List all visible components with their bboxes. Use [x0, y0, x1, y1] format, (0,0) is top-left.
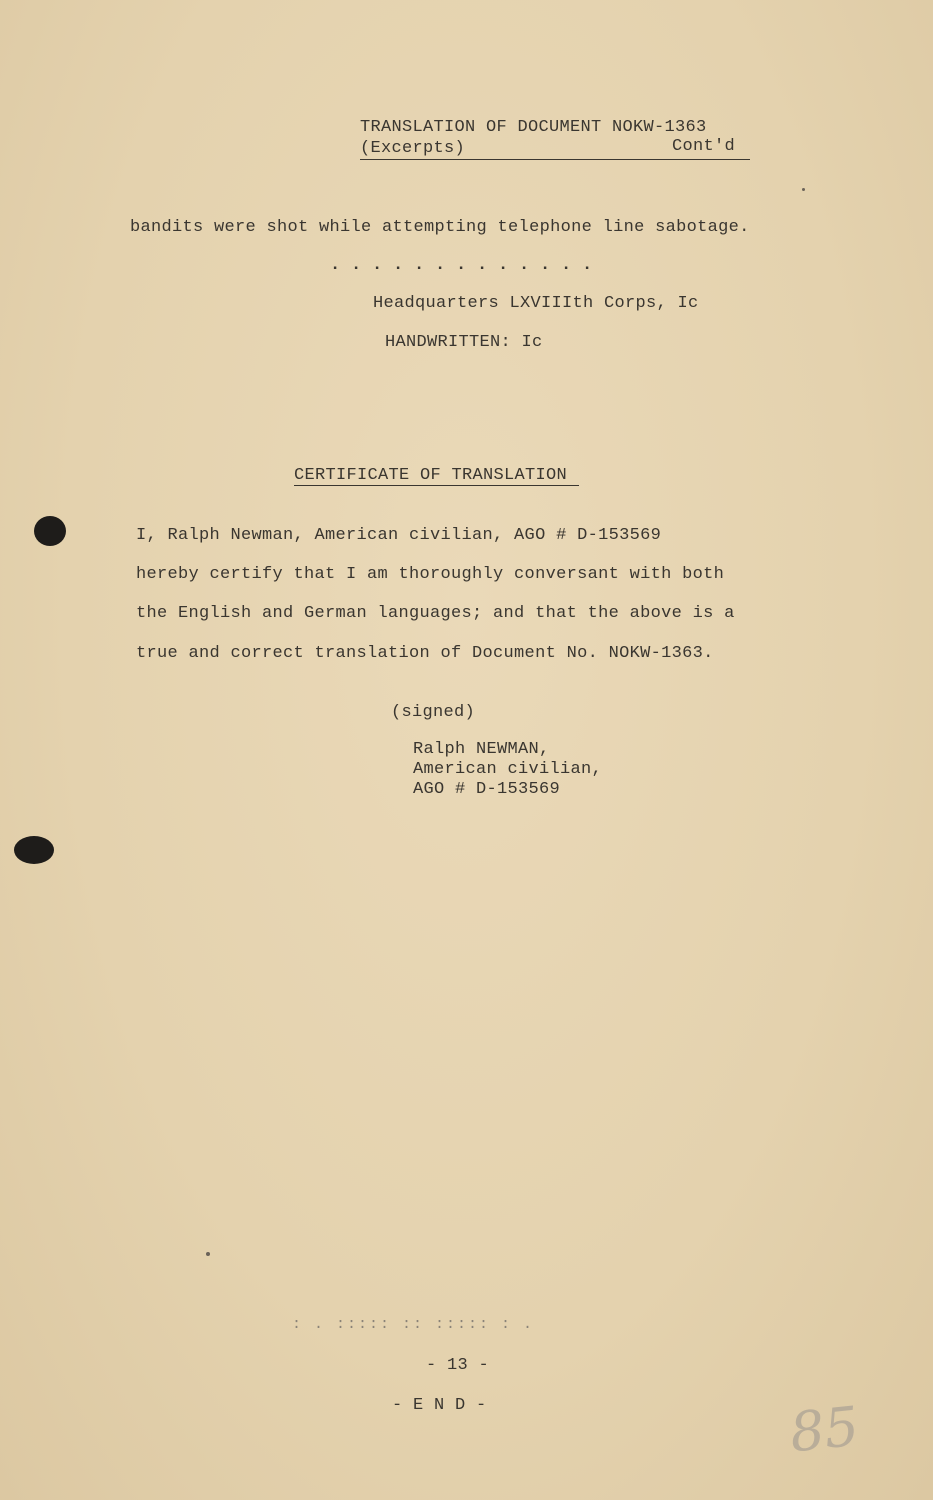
signed-label: (signed) — [391, 703, 476, 722]
handwritten-line: HANDWRITTEN: Ic — [385, 333, 543, 352]
signature-ago: AGO # D-153569 — [413, 780, 561, 799]
certificate-line-1: I, Ralph Newman, American civilian, AGO # D-153569 — [136, 526, 662, 545]
faded-stamp: : . ::::: :: ::::: : . — [292, 1316, 535, 1333]
headquarters-line: Headquarters LXVIIIth Corps, Ic — [373, 294, 699, 313]
certificate-line-3: the English and German languages; and that the above is a — [136, 604, 735, 623]
signature-title: American civilian, — [413, 760, 603, 779]
signature-name: Ralph NEWMAN, — [413, 740, 550, 759]
handwritten-page-number: 85 — [786, 1394, 862, 1465]
page-number: - 13 - — [426, 1356, 490, 1375]
speck — [802, 188, 805, 191]
certificate-title: CERTIFICATE OF TRANSLATION — [294, 466, 579, 486]
end-marker: - E N D - — [392, 1396, 487, 1415]
certificate-line-4: true and correct translation of Document No. NOKW-1363. — [136, 644, 714, 663]
punch-hole-bottom — [14, 836, 54, 864]
continued-label: Cont'd — [672, 137, 736, 156]
continued-line: bandits were shot while attempting telephone line sabotage. — [130, 218, 750, 237]
speck — [206, 1252, 210, 1256]
excerpts-label: (Excerpts) — [360, 139, 750, 160]
document-title: TRANSLATION OF DOCUMENT NOKW-1363 — [360, 118, 707, 137]
ellipsis-line: . . . . . . . . . . . . . — [330, 256, 593, 275]
certificate-line-2: hereby certify that I am thoroughly conversant with both — [136, 565, 725, 584]
punch-hole-top — [34, 516, 66, 546]
